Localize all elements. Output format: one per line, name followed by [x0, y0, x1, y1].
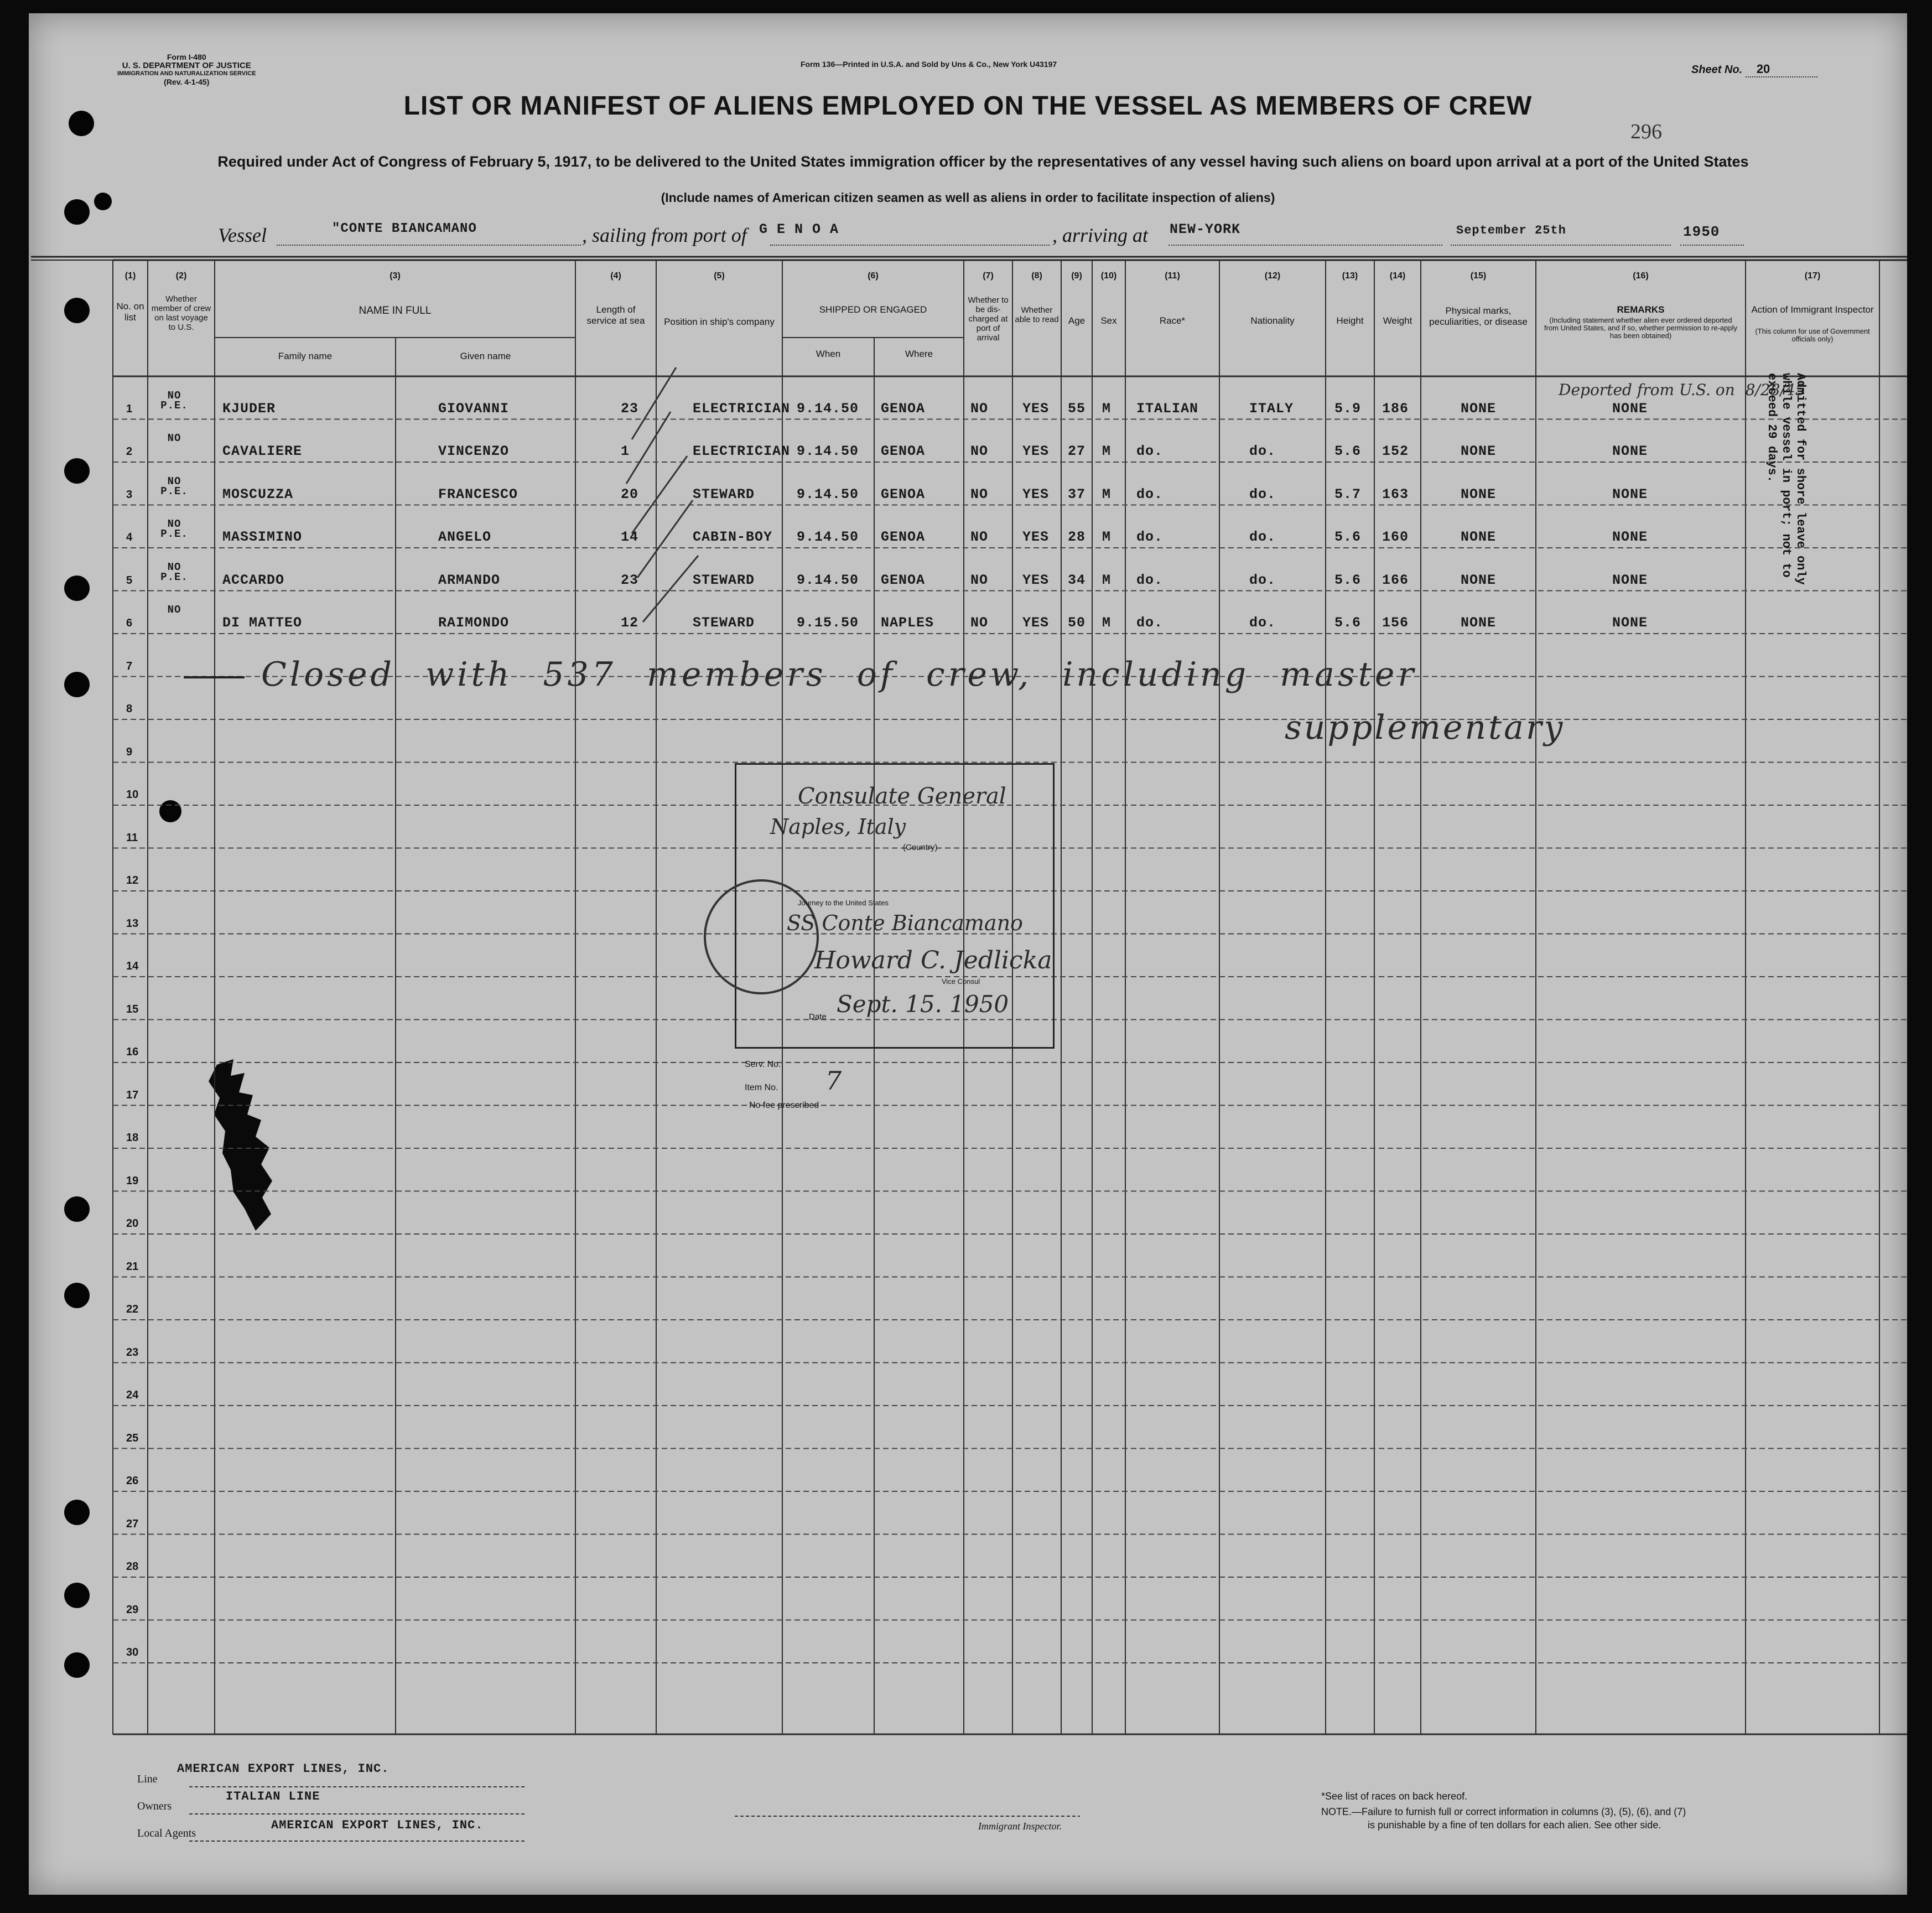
- cell-sex: M: [1102, 529, 1112, 545]
- cell-race: do.: [1136, 443, 1164, 459]
- stamp-item-label: Item No.: [745, 1083, 778, 1092]
- printer-line: Form 136—Printed in U.S.A. and Sold by Uns & Co., New York U43197: [801, 60, 1057, 69]
- stamp-serv-label: Serv. No.: [745, 1060, 781, 1069]
- row-number: 21: [126, 1260, 139, 1273]
- row-number: 20: [126, 1217, 139, 1230]
- arrival-year: 1950: [1683, 224, 1720, 240]
- stamp-vessel: SS Conte Biancamano: [787, 911, 1023, 935]
- col9-number: (9): [1071, 271, 1082, 281]
- cell-shipped-port: GENOA: [881, 572, 926, 588]
- row-number: 8: [126, 703, 133, 715]
- cell-prev-voyage: NO P.E.: [160, 561, 188, 583]
- row-number: 18: [126, 1132, 139, 1144]
- cell-service-length: 14: [621, 529, 639, 545]
- arrival-port: NEW-YORK: [1170, 221, 1241, 237]
- col3-given-header: Given name: [460, 351, 511, 361]
- remark-deported-text: Deported from U.S. on: [1559, 381, 1735, 399]
- cell-shipped-date: 9.14.50: [797, 443, 859, 459]
- cell-weight: 186: [1382, 400, 1409, 417]
- form-revision: (Rev. 4-1-45): [164, 77, 210, 86]
- row-number: 13: [126, 917, 139, 930]
- cell-height: 5.6: [1334, 443, 1362, 459]
- row-number: 27: [126, 1517, 139, 1530]
- cell-shipped-port: GENOA: [881, 486, 926, 502]
- cell-physical-marks: NONE: [1461, 529, 1497, 545]
- col10-number: (10): [1100, 271, 1117, 281]
- cell-position: STEWARD: [693, 615, 755, 631]
- col4-header: Length of service at sea: [586, 304, 645, 326]
- col8-header: Whether able to read: [1015, 305, 1059, 324]
- sailing-port: G E N O A: [759, 221, 839, 237]
- footer-inspector-label: Immigrant Inspector.: [978, 1821, 1062, 1832]
- cell-family-name: CAVALIERE: [222, 443, 303, 459]
- stamp-consul-label: Vice Consul: [942, 977, 980, 986]
- cell-able-to-read: YES: [1022, 400, 1050, 417]
- cell-shipped-date: 9.14.50: [797, 486, 859, 502]
- cell-height: 5.6: [1334, 529, 1362, 545]
- arriving-label: , arriving at: [1052, 224, 1149, 246]
- remark-deported-date: 8/28/45: [1745, 381, 1805, 399]
- cell-remarks: NONE: [1612, 443, 1648, 459]
- cell-service-length: 23: [621, 400, 639, 417]
- cell-position: CABIN-BOY: [693, 529, 773, 545]
- col2-header: Whether member of crew on last voyage to U.S.: [151, 294, 211, 332]
- cell-family-name: MOSCUZZA: [222, 486, 294, 502]
- col7-number: (7): [983, 271, 994, 281]
- stamp-date-label: Date: [809, 1012, 827, 1022]
- footer-owners-label: Owners: [137, 1800, 172, 1812]
- cell-service-length: 23: [621, 572, 639, 588]
- col16-note: (Including statement whether alien ever ordered deported from United States, and if so, whether permission to re-apply has been obtained): [1544, 316, 1737, 340]
- cell-given-name: ANGELO: [438, 529, 492, 545]
- cell-physical-marks: NONE: [1461, 615, 1497, 631]
- cell-weight: 163: [1382, 486, 1409, 502]
- cell-remarks: NONE: [1612, 615, 1648, 631]
- cell-weight: 160: [1382, 529, 1409, 545]
- cell-prev-voyage: NO P.E.: [160, 518, 188, 540]
- stamp-signature: Howard C. Jedlicka: [814, 946, 1052, 974]
- row-number: 19: [126, 1174, 139, 1187]
- cell-position: STEWARD: [693, 572, 755, 588]
- cell-race: do.: [1136, 529, 1164, 545]
- col17-header: Action of Immigrant Inspector: [1751, 304, 1874, 315]
- cell-shipped-port: GENOA: [881, 443, 926, 459]
- cell-age: 55: [1068, 400, 1086, 417]
- col16-header: REMARKS: [1617, 304, 1665, 315]
- col9-header: Age: [1068, 315, 1086, 326]
- row-number: 3: [126, 488, 133, 501]
- cell-remarks: NONE: [1612, 486, 1648, 502]
- col15-header: Physical marks, peculiarities, or disease: [1429, 305, 1528, 327]
- col17-number: (17): [1804, 271, 1821, 281]
- table-row: [29, 475, 1907, 505]
- table-row: [29, 561, 1907, 591]
- table-row: [29, 432, 1907, 462]
- cell-nationality: do.: [1249, 443, 1276, 459]
- col17-note: (This column for use of Government officials only): [1755, 327, 1870, 343]
- row-number: 5: [126, 574, 133, 587]
- inspector-action-stamp: Admitted for shore leave only while vessel in port; not to exceed 29 days.: [1765, 373, 1808, 585]
- footer-note: NOTE.—Failure to furnish full or correct information in columns (3), (5), (6), and (7): [1321, 1806, 1686, 1817]
- col14-header: Weight: [1383, 315, 1412, 326]
- cell-height: 5.6: [1334, 615, 1362, 631]
- stamp-city: Naples, Italy: [770, 815, 906, 839]
- row-number: 12: [126, 874, 139, 886]
- col7-header: Whether to be dis-charged at port of arrival: [968, 295, 1009, 343]
- cell-sex: M: [1102, 443, 1112, 459]
- cell-able-to-read: YES: [1022, 615, 1050, 631]
- closing-note: Closed with 537 members of crew, including master: [261, 655, 1417, 694]
- col3-number: (3): [389, 271, 401, 281]
- cell-physical-marks: NONE: [1461, 400, 1497, 417]
- cell-height: 5.6: [1334, 572, 1362, 588]
- col8-number: (8): [1031, 271, 1042, 281]
- cell-physical-marks: NONE: [1461, 443, 1497, 459]
- cell-position: ELECTRICIAN: [693, 400, 791, 417]
- page-subtitle: Required under Act of Congress of February 5, 1917, to be delivered to the United States immigration officer by the representatives of any vessel having such aliens on board upon arrival at a port of the United States: [217, 153, 1749, 170]
- row-number: 29: [126, 1603, 139, 1616]
- vessel-name: "CONTE BIANCAMANO: [332, 221, 477, 236]
- cell-physical-marks: NONE: [1461, 486, 1497, 502]
- cell-sex: M: [1102, 572, 1112, 588]
- cell-service-length: 1: [621, 443, 630, 459]
- col5-header: Position in ship's company: [664, 317, 775, 327]
- cell-given-name: FRANCESCO: [438, 486, 518, 502]
- cell-prev-voyage: NO P.E.: [160, 389, 188, 412]
- cell-given-name: ARMANDO: [438, 572, 501, 588]
- cell-shipped-date: 9.14.50: [797, 572, 859, 588]
- cell-height: 5.7: [1334, 486, 1362, 502]
- row-number: 24: [126, 1389, 139, 1401]
- cell-able-to-read: YES: [1022, 486, 1050, 502]
- col12-header: Nationality: [1250, 315, 1295, 326]
- row-number: 23: [126, 1346, 139, 1359]
- col11-number: (11): [1165, 271, 1180, 281]
- cell-discharge: NO: [970, 443, 989, 459]
- row-number: 28: [126, 1561, 139, 1573]
- col6-header: SHIPPED OR ENGAGED: [819, 304, 927, 315]
- cell-physical-marks: NONE: [1461, 572, 1497, 588]
- cell-nationality: do.: [1249, 486, 1276, 502]
- page-instruction: (Include names of American citizen seamen as well as aliens in order to facilitate inspection of aliens): [661, 190, 1275, 205]
- cell-shipped-date: 9.14.50: [797, 529, 859, 545]
- col12-number: (12): [1264, 271, 1281, 281]
- cell-weight: 166: [1382, 572, 1409, 588]
- page-stamp-number: 296: [1630, 120, 1662, 143]
- cell-family-name: DI MATTEO: [222, 615, 303, 631]
- service-name: IMMIGRATION AND NATURALIZATION SERVICE: [117, 70, 256, 77]
- cell-able-to-read: YES: [1022, 529, 1050, 545]
- cell-prev-voyage: NO: [167, 604, 181, 616]
- col6-when-header: When: [816, 349, 841, 359]
- cell-age: 28: [1068, 529, 1086, 545]
- cell-remarks: NONE: [1612, 400, 1648, 417]
- cell-weight: 156: [1382, 615, 1409, 631]
- row-number: 26: [126, 1475, 139, 1487]
- supplementary-note: supplementary: [1285, 708, 1565, 747]
- col6-where-header: Where: [905, 349, 933, 359]
- cell-prev-voyage: NO: [167, 432, 181, 444]
- stamp-journey-label: Journey to the United States: [798, 899, 889, 907]
- stamp-date: Sept. 15. 1950: [837, 991, 1009, 1018]
- sheet-number: 20: [1746, 62, 1817, 77]
- cell-sex: M: [1102, 615, 1112, 631]
- cell-nationality: ITALY: [1249, 400, 1294, 417]
- row-number: 7: [126, 660, 133, 672]
- col5-number: (5): [714, 271, 725, 281]
- cell-family-name: MASSIMINO: [222, 529, 303, 545]
- footer-line: AMERICAN EXPORT LINES, INC.: [177, 1762, 389, 1776]
- col4-number: (4): [610, 271, 621, 281]
- arrival-date: September 25th: [1456, 224, 1566, 237]
- cell-nationality: do.: [1249, 572, 1276, 588]
- closed-dash: [184, 676, 245, 678]
- vessel-label: Vessel: [218, 224, 267, 246]
- cell-age: 34: [1068, 572, 1086, 588]
- footer-agents-label: Local Agents: [137, 1827, 196, 1839]
- row-number: 11: [126, 831, 138, 844]
- col2-number: (2): [175, 271, 187, 281]
- row-number: 22: [126, 1303, 139, 1315]
- cell-given-name: RAIMONDO: [438, 615, 510, 631]
- col14-number: (14): [1389, 271, 1406, 281]
- table-row: [29, 518, 1907, 548]
- cell-given-name: VINCENZO: [438, 443, 510, 459]
- cell-shipped-port: NAPLES: [881, 615, 934, 631]
- footer-owners: ITALIAN LINE: [226, 1790, 320, 1803]
- cell-discharge: NO: [970, 400, 989, 417]
- port-label: , sailing from port of: [582, 224, 747, 246]
- cell-able-to-read: YES: [1022, 443, 1050, 459]
- cell-position: ELECTRICIAN: [693, 443, 791, 459]
- cell-able-to-read: YES: [1022, 572, 1050, 588]
- footer-races-note: *See list of races on back hereof.: [1321, 1791, 1468, 1802]
- footer-line-label: Line: [137, 1773, 158, 1785]
- stamp-consulate: Consulate General: [798, 784, 1006, 809]
- row-number: 2: [126, 445, 133, 458]
- row-number: 25: [126, 1432, 139, 1444]
- cell-age: 50: [1068, 615, 1086, 631]
- cell-service-length: 20: [621, 486, 639, 502]
- manifest-sheet: [29, 13, 1907, 1895]
- sheet-label: Sheet No.: [1691, 64, 1743, 76]
- cell-remarks: NONE: [1612, 572, 1648, 588]
- check-marks: [610, 356, 720, 655]
- stamp-fee-note: No fee prescribed: [749, 1101, 819, 1110]
- cell-remarks: NONE: [1612, 529, 1648, 545]
- page-title: LIST OR MANIFEST OF ALIENS EMPLOYED ON THE VESSEL AS MEMBERS OF CREW: [403, 91, 1533, 121]
- col1-header: No. on list: [116, 301, 144, 323]
- cell-position: STEWARD: [693, 486, 755, 502]
- cell-shipped-date: 9.14.50: [797, 400, 859, 417]
- row-number: 17: [126, 1088, 139, 1101]
- department: U. S. DEPARTMENT OF JUSTICE: [122, 61, 251, 70]
- col11-header: Race*: [1159, 315, 1186, 326]
- cell-age: 27: [1068, 443, 1086, 459]
- cell-discharge: NO: [970, 529, 989, 545]
- footer-note2: is punishable by a fine of ten dollars for each alien. See other side.: [1368, 1819, 1661, 1831]
- row-number: 15: [126, 1003, 139, 1015]
- row-number: 10: [126, 789, 139, 801]
- table-row: [29, 604, 1907, 634]
- row-number: 9: [126, 745, 133, 758]
- form-number: Form I-480: [167, 53, 206, 61]
- cell-sex: M: [1102, 400, 1112, 417]
- row-number: 14: [126, 960, 139, 972]
- col3-family-header: Family name: [278, 351, 333, 361]
- cell-family-name: KJUDER: [222, 400, 276, 417]
- col13-header: Height: [1336, 315, 1364, 326]
- cell-prev-voyage: NO P.E.: [160, 475, 188, 497]
- stamp-item-no: 7: [825, 1066, 842, 1096]
- cell-family-name: ACCARDO: [222, 572, 285, 588]
- row-number: 6: [126, 617, 133, 629]
- row-number: 1: [126, 402, 133, 415]
- cell-shipped-port: GENOA: [881, 529, 926, 545]
- col16-number: (16): [1633, 271, 1649, 281]
- col13-number: (13): [1342, 271, 1358, 281]
- cell-given-name: GIOVANNI: [438, 400, 510, 417]
- cell-age: 37: [1068, 486, 1086, 502]
- footer-agents: AMERICAN EXPORT LINES, INC.: [271, 1818, 484, 1832]
- cell-discharge: NO: [970, 572, 989, 588]
- cell-race: do.: [1136, 572, 1164, 588]
- cell-shipped-date: 9.15.50: [797, 615, 859, 631]
- cell-race: ITALIAN: [1136, 400, 1199, 417]
- row-number: 30: [126, 1646, 139, 1658]
- col15-number: (15): [1470, 271, 1487, 281]
- stamp-country-label: (Country): [903, 843, 938, 852]
- cell-race: do.: [1136, 615, 1164, 631]
- row-number: 16: [126, 1046, 139, 1058]
- consulate-seal: [704, 879, 819, 994]
- cell-nationality: do.: [1249, 529, 1276, 545]
- col3-header: NAME IN FULL: [359, 305, 432, 317]
- cell-race: do.: [1136, 486, 1164, 502]
- cell-service-length: 12: [621, 615, 639, 631]
- cell-discharge: NO: [970, 486, 989, 502]
- cell-nationality: do.: [1249, 615, 1276, 631]
- col10-header: Sex: [1100, 315, 1117, 326]
- col1-number: (1): [124, 271, 136, 281]
- col6-number: (6): [868, 271, 879, 281]
- cell-shipped-port: GENOA: [881, 400, 926, 417]
- cell-height: 5.9: [1334, 400, 1362, 417]
- cell-weight: 152: [1382, 443, 1409, 459]
- row-number: 4: [126, 531, 133, 543]
- cell-sex: M: [1102, 486, 1112, 502]
- cell-discharge: NO: [970, 615, 989, 631]
